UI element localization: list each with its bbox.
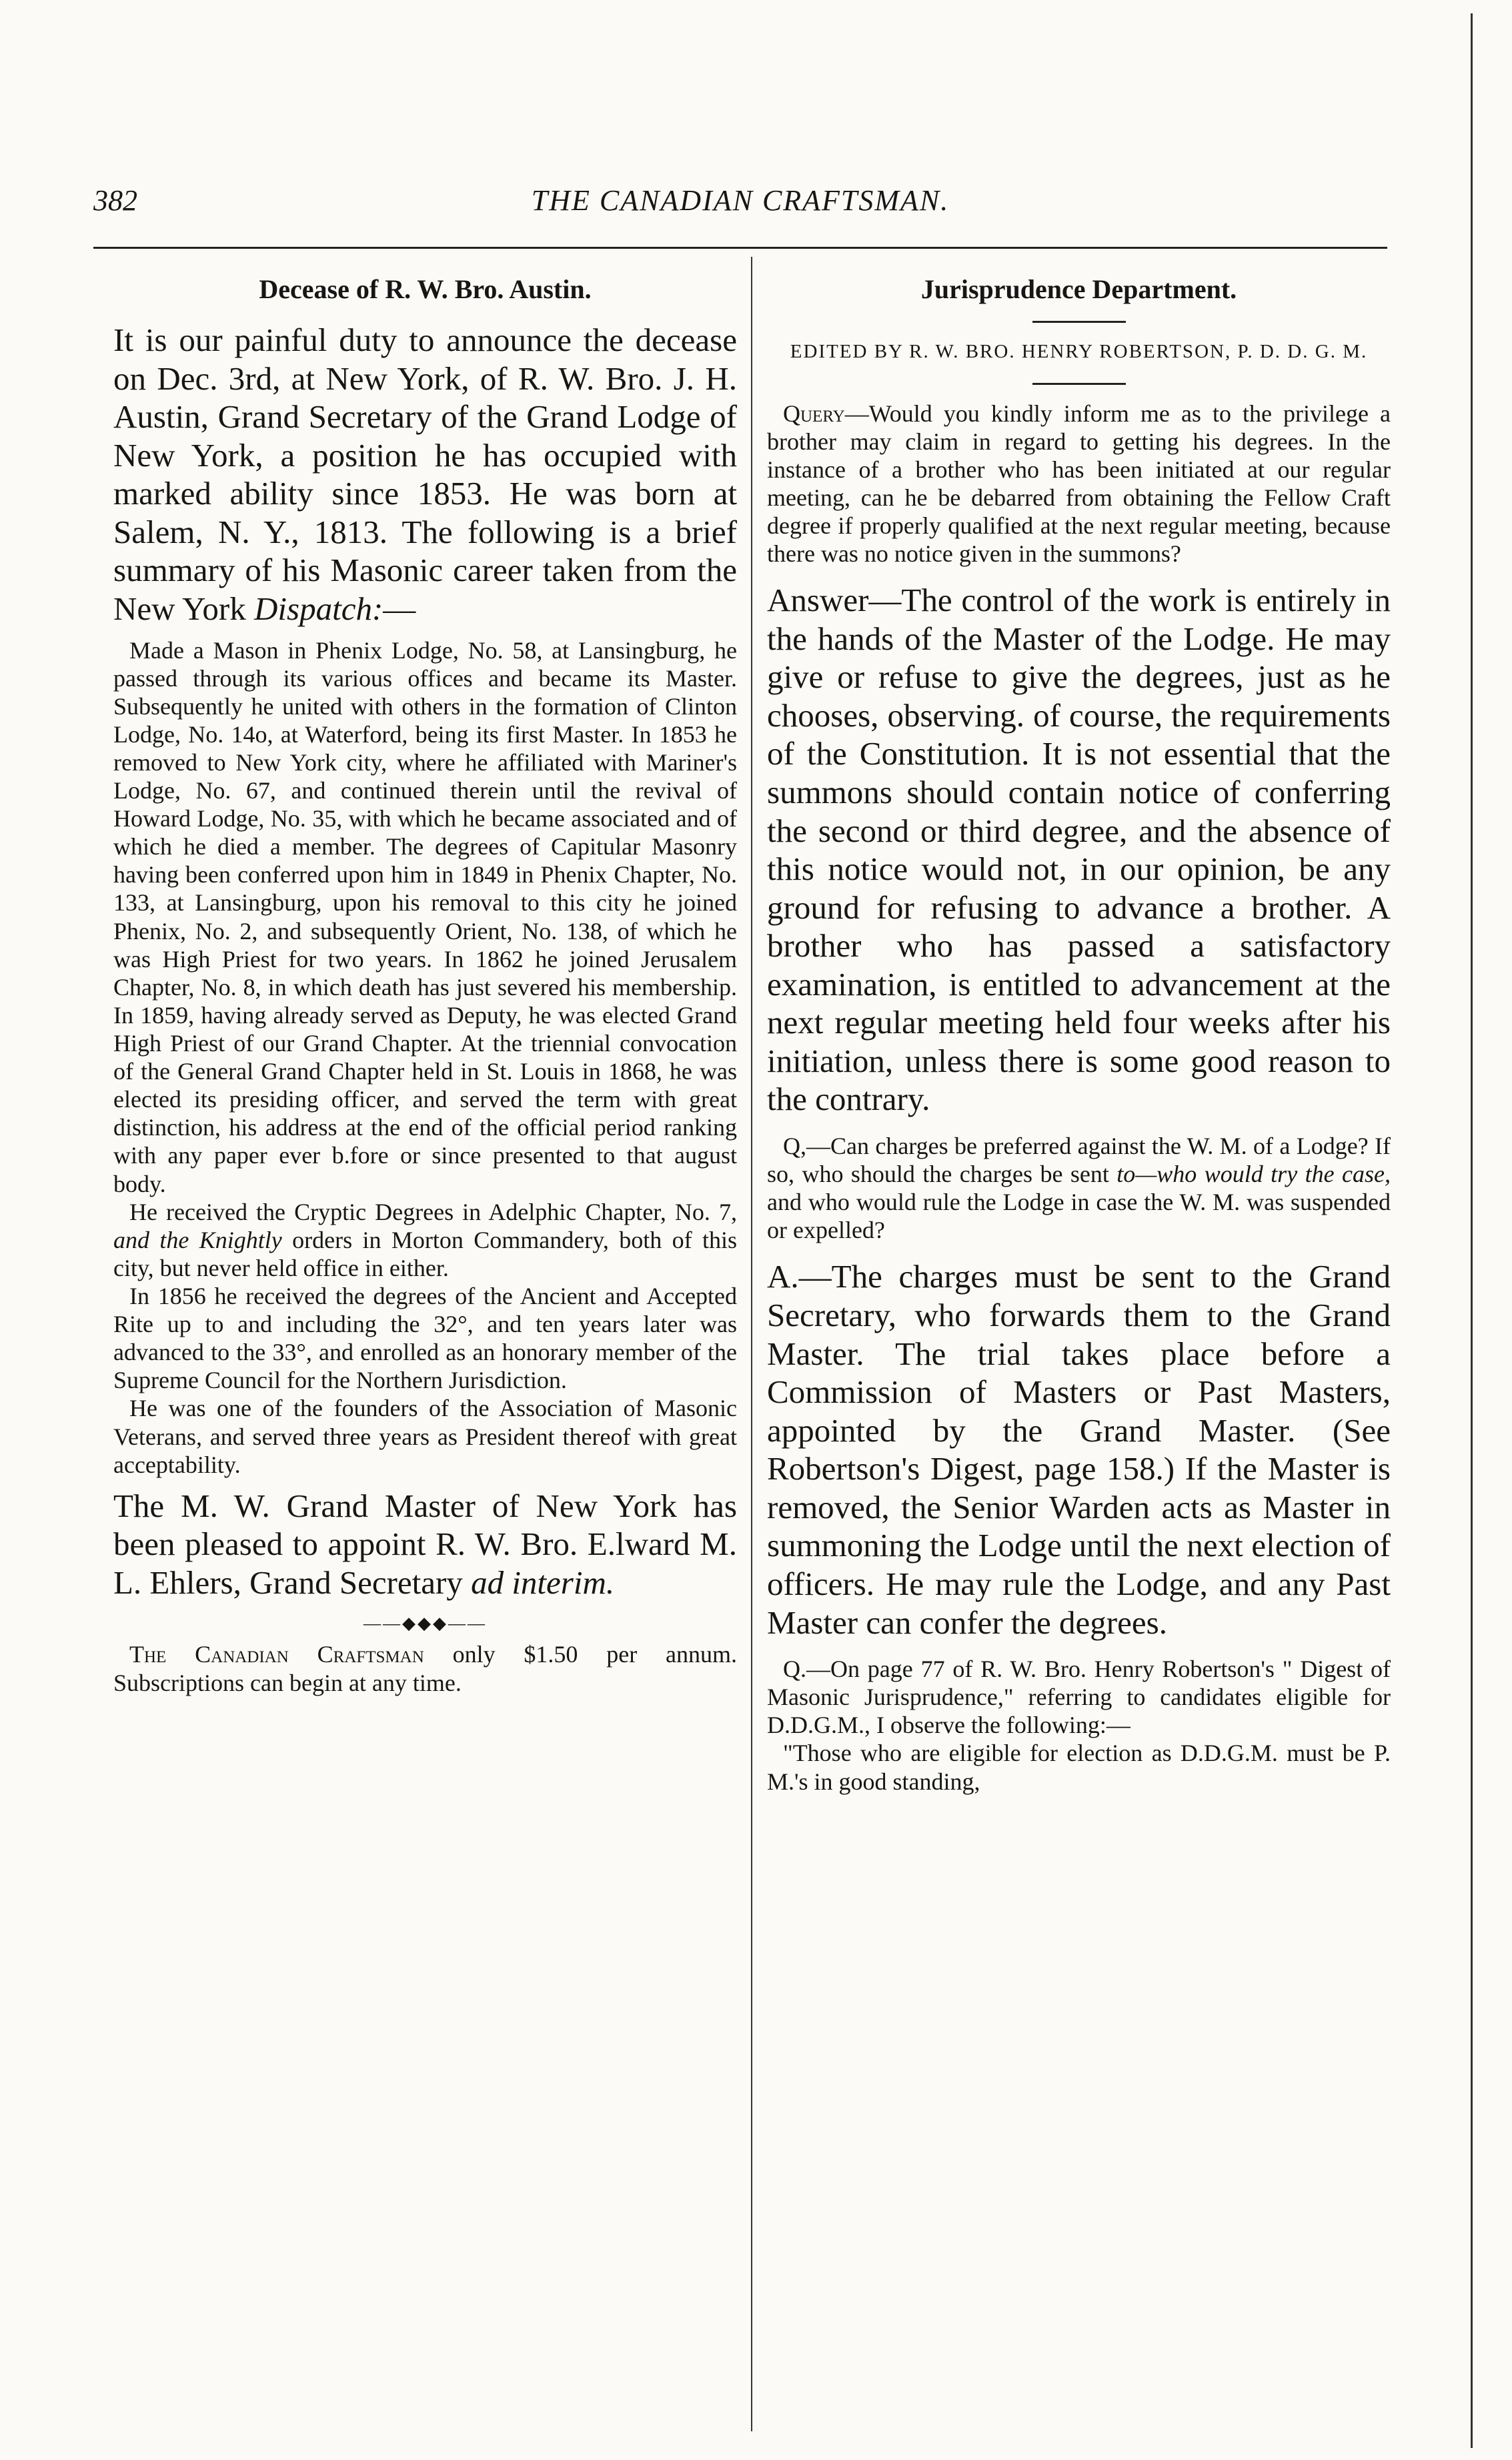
cryptic-a: He received the Cryptic Degrees in Adelphic Chapter, No. 7, — [129, 1198, 737, 1225]
answer-two: A.—The charges must be sent to the Grand Secretary, who forwards them to the Grand Master. The trial takes place before a Commission of Masters or Past Masters, appointed by the Grand Master. (See Robertson's Digest, page 158.) If the Master is removed, the Senior Warden acts as Master in summoning the Lodge until the next election of officers. He may rule the Lodge, and any Past Master can confer the degrees. — [767, 1258, 1391, 1641]
subscription-notice — [113, 1640, 737, 1696]
subscription-text: only $1.50 per annum. Subscriptions can begin at any time. — [113, 1641, 738, 1696]
page-header — [93, 183, 1387, 237]
austin-intro — [113, 321, 737, 628]
query-label: Query — [783, 400, 845, 427]
cryptic-c: orders in Morton Commandery, both of this city, but never held office in either. — [113, 1226, 738, 1281]
question-two — [767, 1132, 1391, 1244]
header-rule — [93, 247, 1387, 249]
left-column — [113, 267, 737, 1697]
query-text: —Would you kindly inform me as to the privilege a brother may claim in regard to getting his degrees. In the instance of a brother who has been initiated at our regular meeting, can he be debarred from obtaining the Fellow Craft degree if properly qualified at the next regular meeting, because there was no notice given in the summons? — [767, 400, 1391, 568]
q2-c: and who would rule the Lodge in case the W. M. was suspended or expelled? — [767, 1189, 1391, 1244]
running-title: THE CANADIAN CRAFTSMAN. — [531, 184, 950, 217]
short-rule-2 — [1032, 383, 1126, 385]
answer-paragraph: Answer—The control of the work is entirely in the hands of the Master of the Lodge. He may give or refuse to give the degrees, just as he chooses, observing. of course, the requirements of the Constitution. It is not essential that the summons should contain notice of conferring the second or third degree, and the absence of this notice would not, in our opinion, be any ground for refusing to advance a brother. A brother who has passed a satisfactory examination, is entitled to advancement at the next regular meeting held four weeks after his initiation, unless there is some good reason to the contrary. — [767, 582, 1391, 1118]
appointment-notice — [113, 1487, 737, 1602]
austin-intro-text: It is our painful duty to announce the decease on Dec. 3rd, at New York, of R. W. Bro. J. H. Austin, Grand Secretary of the Grand Lodge of New York, a position he has occupied with marked ability since 1853. He was born at Salem, N. Y., 1813. The following is a brief summary of his Masonic career taken from the New York — [113, 322, 737, 627]
dispatch-source: Dispatch: — [254, 590, 384, 627]
cryptic-b: and the Knightly — [113, 1226, 282, 1253]
editor-byline: EDITED BY R. W. BRO. HENRY ROBERTSON, P. D. D. G. M. — [790, 341, 1368, 362]
ornament-rule: ——◆◆◆—— — [363, 1614, 487, 1634]
veterans-paragraph: He was one of the founders of the Association of Masonic Veterans, and served three years as President thereof with great acceptability. — [113, 1395, 737, 1478]
jurisprudence-heading: Jurisprudence Department. — [920, 274, 1237, 304]
ad-interim: ad interim. — [471, 1564, 615, 1601]
question-three-quote: "Those who are eligible for election as D.D.G.M. must be P. M.'s in good standing, — [767, 1740, 1391, 1795]
question-three: Q.—On page 77 of R. W. Bro. Henry Robertson's " Digest of Masonic Jurisprudence," referring to candidates eligible for D.D.G.M., I observe the following:— — [767, 1656, 1391, 1739]
q2-a: Q,—Can charges be preferred against the W. M. of a Lodge? If so, who should the charges be sent — [767, 1133, 1391, 1188]
q2-b: to—who would try the case, — [1116, 1161, 1391, 1188]
austin-heading: Decease of R. W. Bro. Austin. — [259, 274, 592, 304]
austin-career-paragraph: Made a Mason in Phenix Lodge, No. 58, at Lansingburg, he passed through its various offices and became its Master. Subsequently he united with others in the formation of Clinton Lodge, No. 14o, at Waterford, being its first Master. In 1853 he removed to New York city, where he affiliated with Mariner's Lodge, No. 67, and continued therein until the revival of Howard Lodge, No. 35, with which he became associated and of which he died a member. The degrees of Capitular Masonry having been conferred upon him in 1849 in Phenix Chapter, No. 133, at Lansingburg, upon his removal to this city he joined Phenix, No. 2, and subsequently Orient, No. 138, of which he was High Priest for two years. In 1862 he joined Jerusalem Chapter, No. 8, in which death has just severed his membership. In 1859, having already served as Deputy, he was elected Grand High Priest of our Grand Chapter. At the triennial convocation of the General Grand Chapter held in St. Louis in 1868, he was elected its presiding officer, and served the term with great distinction, his address at the end of the official period ranking with any paper ever b.fore or since presented to that august body. — [113, 636, 737, 1197]
short-rule — [1032, 321, 1126, 323]
query-paragraph — [767, 400, 1391, 568]
cryptic-degrees-paragraph — [113, 1198, 737, 1282]
scottish-rite-paragraph: In 1856 he received the degrees of the Ancient and Accepted Rite up to and including the 32°, and ten years later was advanced to the 33°, and enrolled as an honorary member of the Supreme Council for the Northern Jurisdiction. — [113, 1283, 737, 1394]
page-edge-line — [1471, 13, 1473, 2448]
appointment-text: The M. W. Grand Master of New York has been pleased to appoint R. W. Bro. E.lward M. L. Ehlers, Grand Secretary — [113, 1487, 737, 1601]
right-column — [767, 267, 1391, 1796]
column-divider — [751, 257, 752, 2431]
page-number: 382 — [93, 184, 137, 217]
intro-dash: — — [383, 590, 416, 627]
publication-name: The Canadian Craftsman — [129, 1641, 424, 1668]
